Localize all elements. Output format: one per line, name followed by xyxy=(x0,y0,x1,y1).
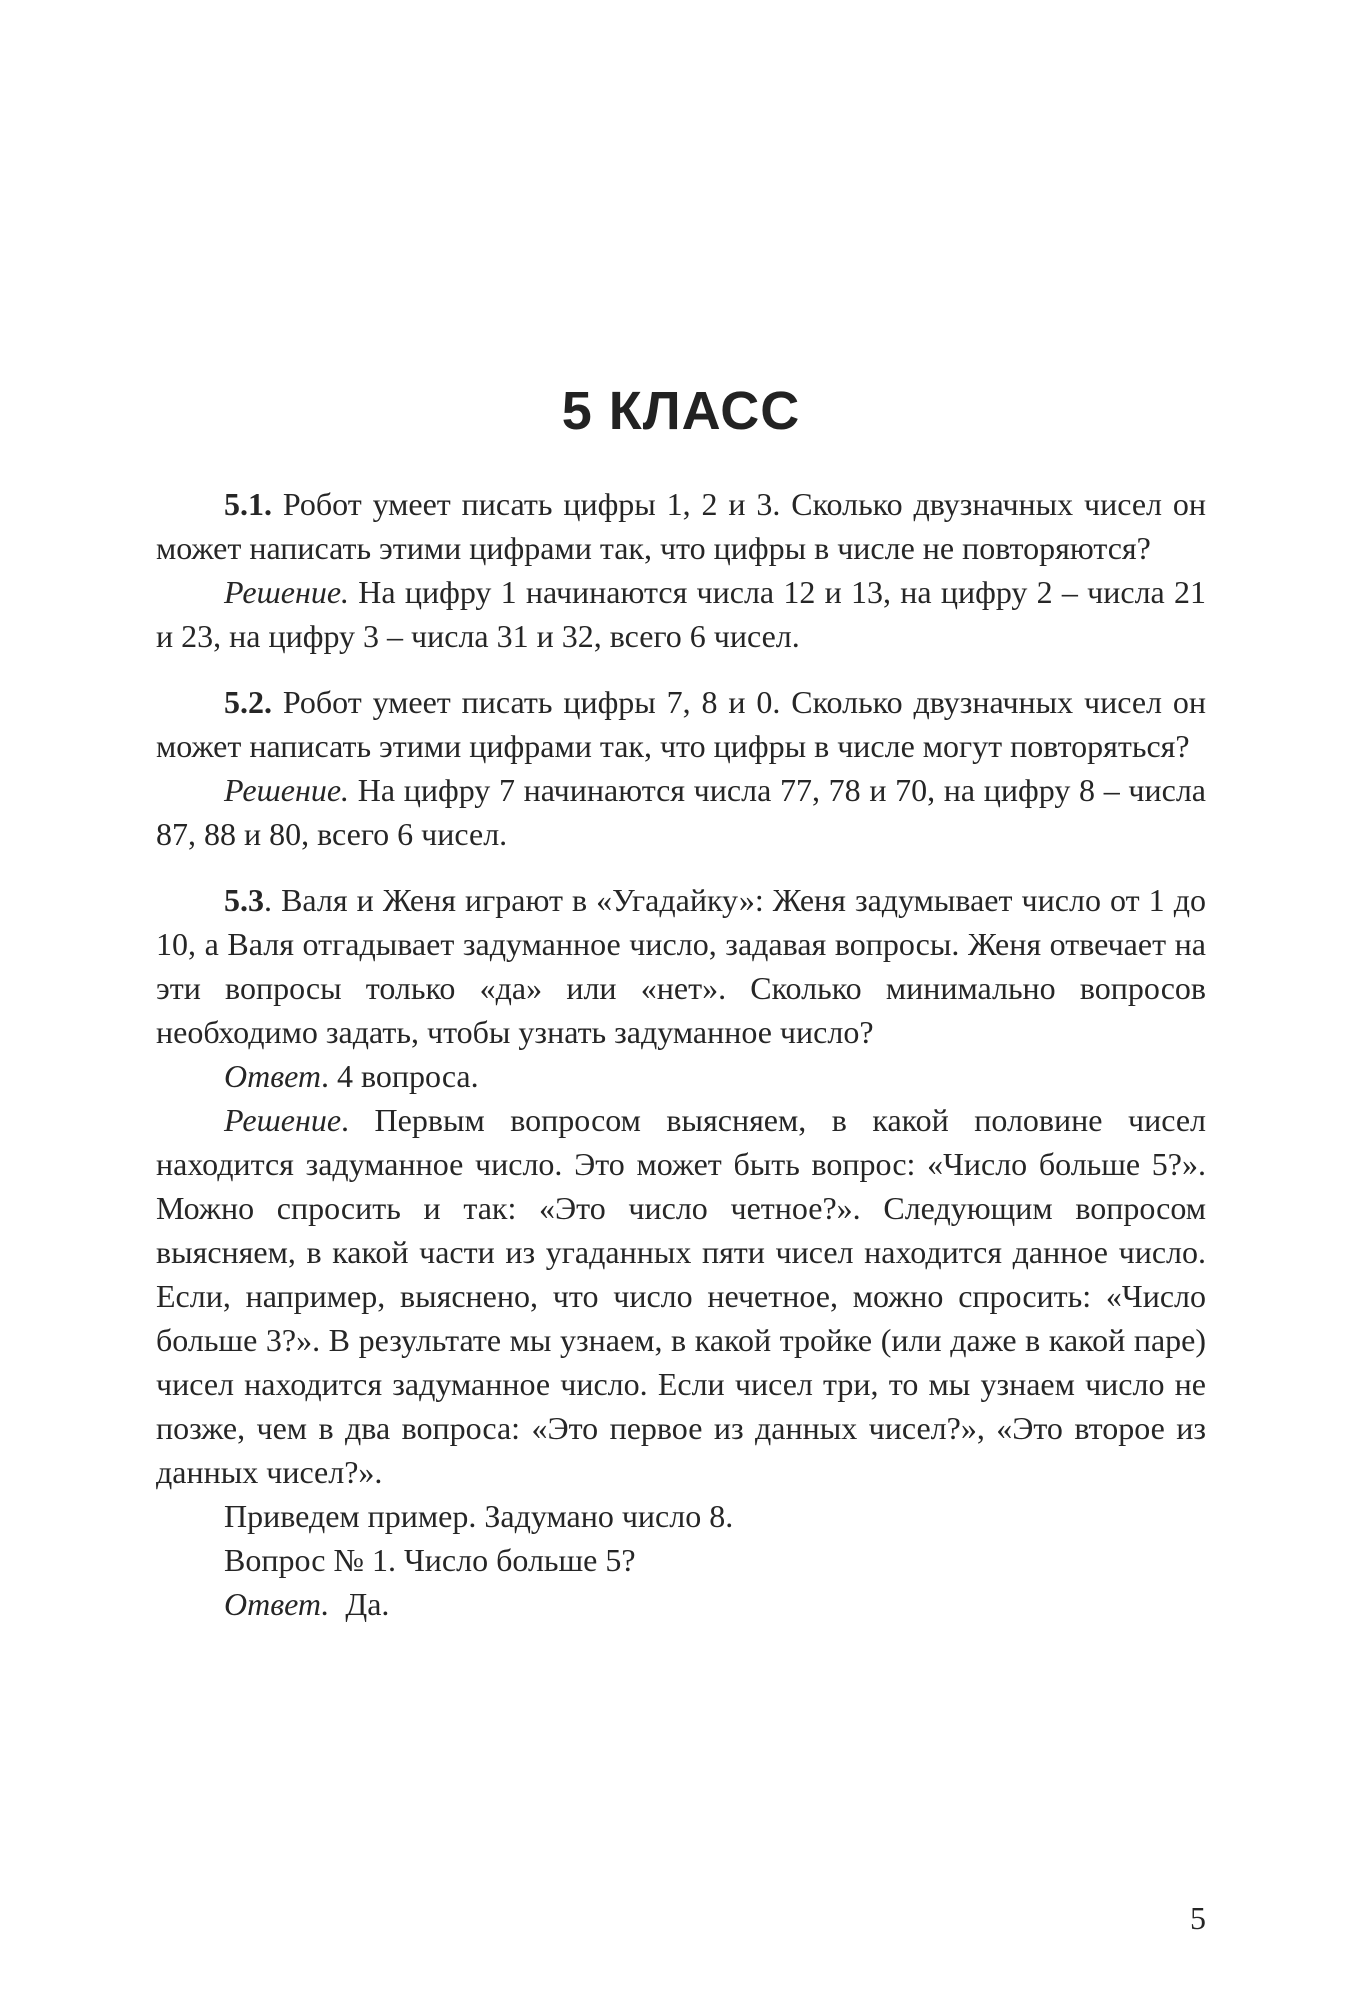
problem-5-3 xyxy=(156,878,1206,1626)
chapter-title: 5 КЛАСС xyxy=(561,381,801,441)
problem-number: 5.1. xyxy=(224,486,272,522)
problem-text: . Валя и Женя играют в «Угадайку»: Женя задумывает число от 1 до 10, а Валя отгадывает задуманное число, задавая вопросы. Женя отвечает на эти вопросы только «да» или «нет». Сколько минимально вопросов необходимо задать, чтобы узнать задуманное число? xyxy=(156,882,1206,1050)
problem-5-1 xyxy=(156,482,1206,658)
problem-number: 5.3 xyxy=(224,882,264,918)
solution xyxy=(156,768,1206,856)
problem-number: 5.2. xyxy=(224,684,272,720)
solution-text: На цифру 1 начинаются числа 12 и 13, на цифру 2 – числа 21 и 23, на цифру 3 – числа 31 и 32, всего 6 чисел. xyxy=(156,574,1206,654)
solution xyxy=(156,570,1206,658)
solution-text: На цифру 7 начинаются числа 77, 78 и 70, на цифру 8 – числа 87, 88 и 80, всего 6 чисел. xyxy=(156,772,1206,852)
solution-text: . Первым вопросом выясняем, в какой половине чисел находится задуманное число. Это может быть вопрос: «Число больше 5?». Можно спросить и так: «Это число четное?». Следующим вопросом выясняем, в какой части из угаданных пяти чисел находится данное число. Если, например, выяснено, что число нечетное, можно спросить: «Число больше 3?». В результате мы узнаем, в какой тройке (или даже в какой паре) чисел находится задуманное число. Если чисел три, то мы узнаем число не позже, чем в два вопроса: «Это первое из данных чисел?», «Это второе из данных чисел?». xyxy=(156,1102,1206,1490)
answer-label: Ответ xyxy=(224,1058,321,1094)
problem-text: Робот умеет писать цифры 7, 8 и 0. Сколько двузначных чисел он может написать этими цифрами так, что цифры в числе могут повторяться? xyxy=(156,684,1206,764)
answer-1 xyxy=(156,1582,1206,1626)
answer-text: . 4 вопроса. xyxy=(321,1058,479,1094)
solution-label: Решение. xyxy=(224,574,350,610)
solution-label: Решение xyxy=(224,1102,342,1138)
answer-label: Ответ. xyxy=(224,1586,330,1622)
answer-text: Да. xyxy=(329,1586,390,1622)
problem-text: Робот умеет писать цифры 1, 2 и 3. Сколько двузначных чисел он может написать этими цифрами так, что цифры в числе не повторяются? xyxy=(156,486,1206,566)
problem-5-2 xyxy=(156,680,1206,856)
question-1: Вопрос № 1. Число больше 5? xyxy=(224,1542,636,1578)
problem-statement xyxy=(156,482,1206,570)
solution-label: Решение. xyxy=(224,772,350,808)
solution xyxy=(156,1098,1206,1494)
page-content xyxy=(156,380,1206,1648)
answer xyxy=(156,1054,1206,1098)
problem-statement xyxy=(156,680,1206,768)
example-intro: Приведем пример. Задумано число 8. xyxy=(224,1498,734,1534)
page-number: 5 xyxy=(1190,1900,1206,1936)
problem-statement xyxy=(156,878,1206,1054)
